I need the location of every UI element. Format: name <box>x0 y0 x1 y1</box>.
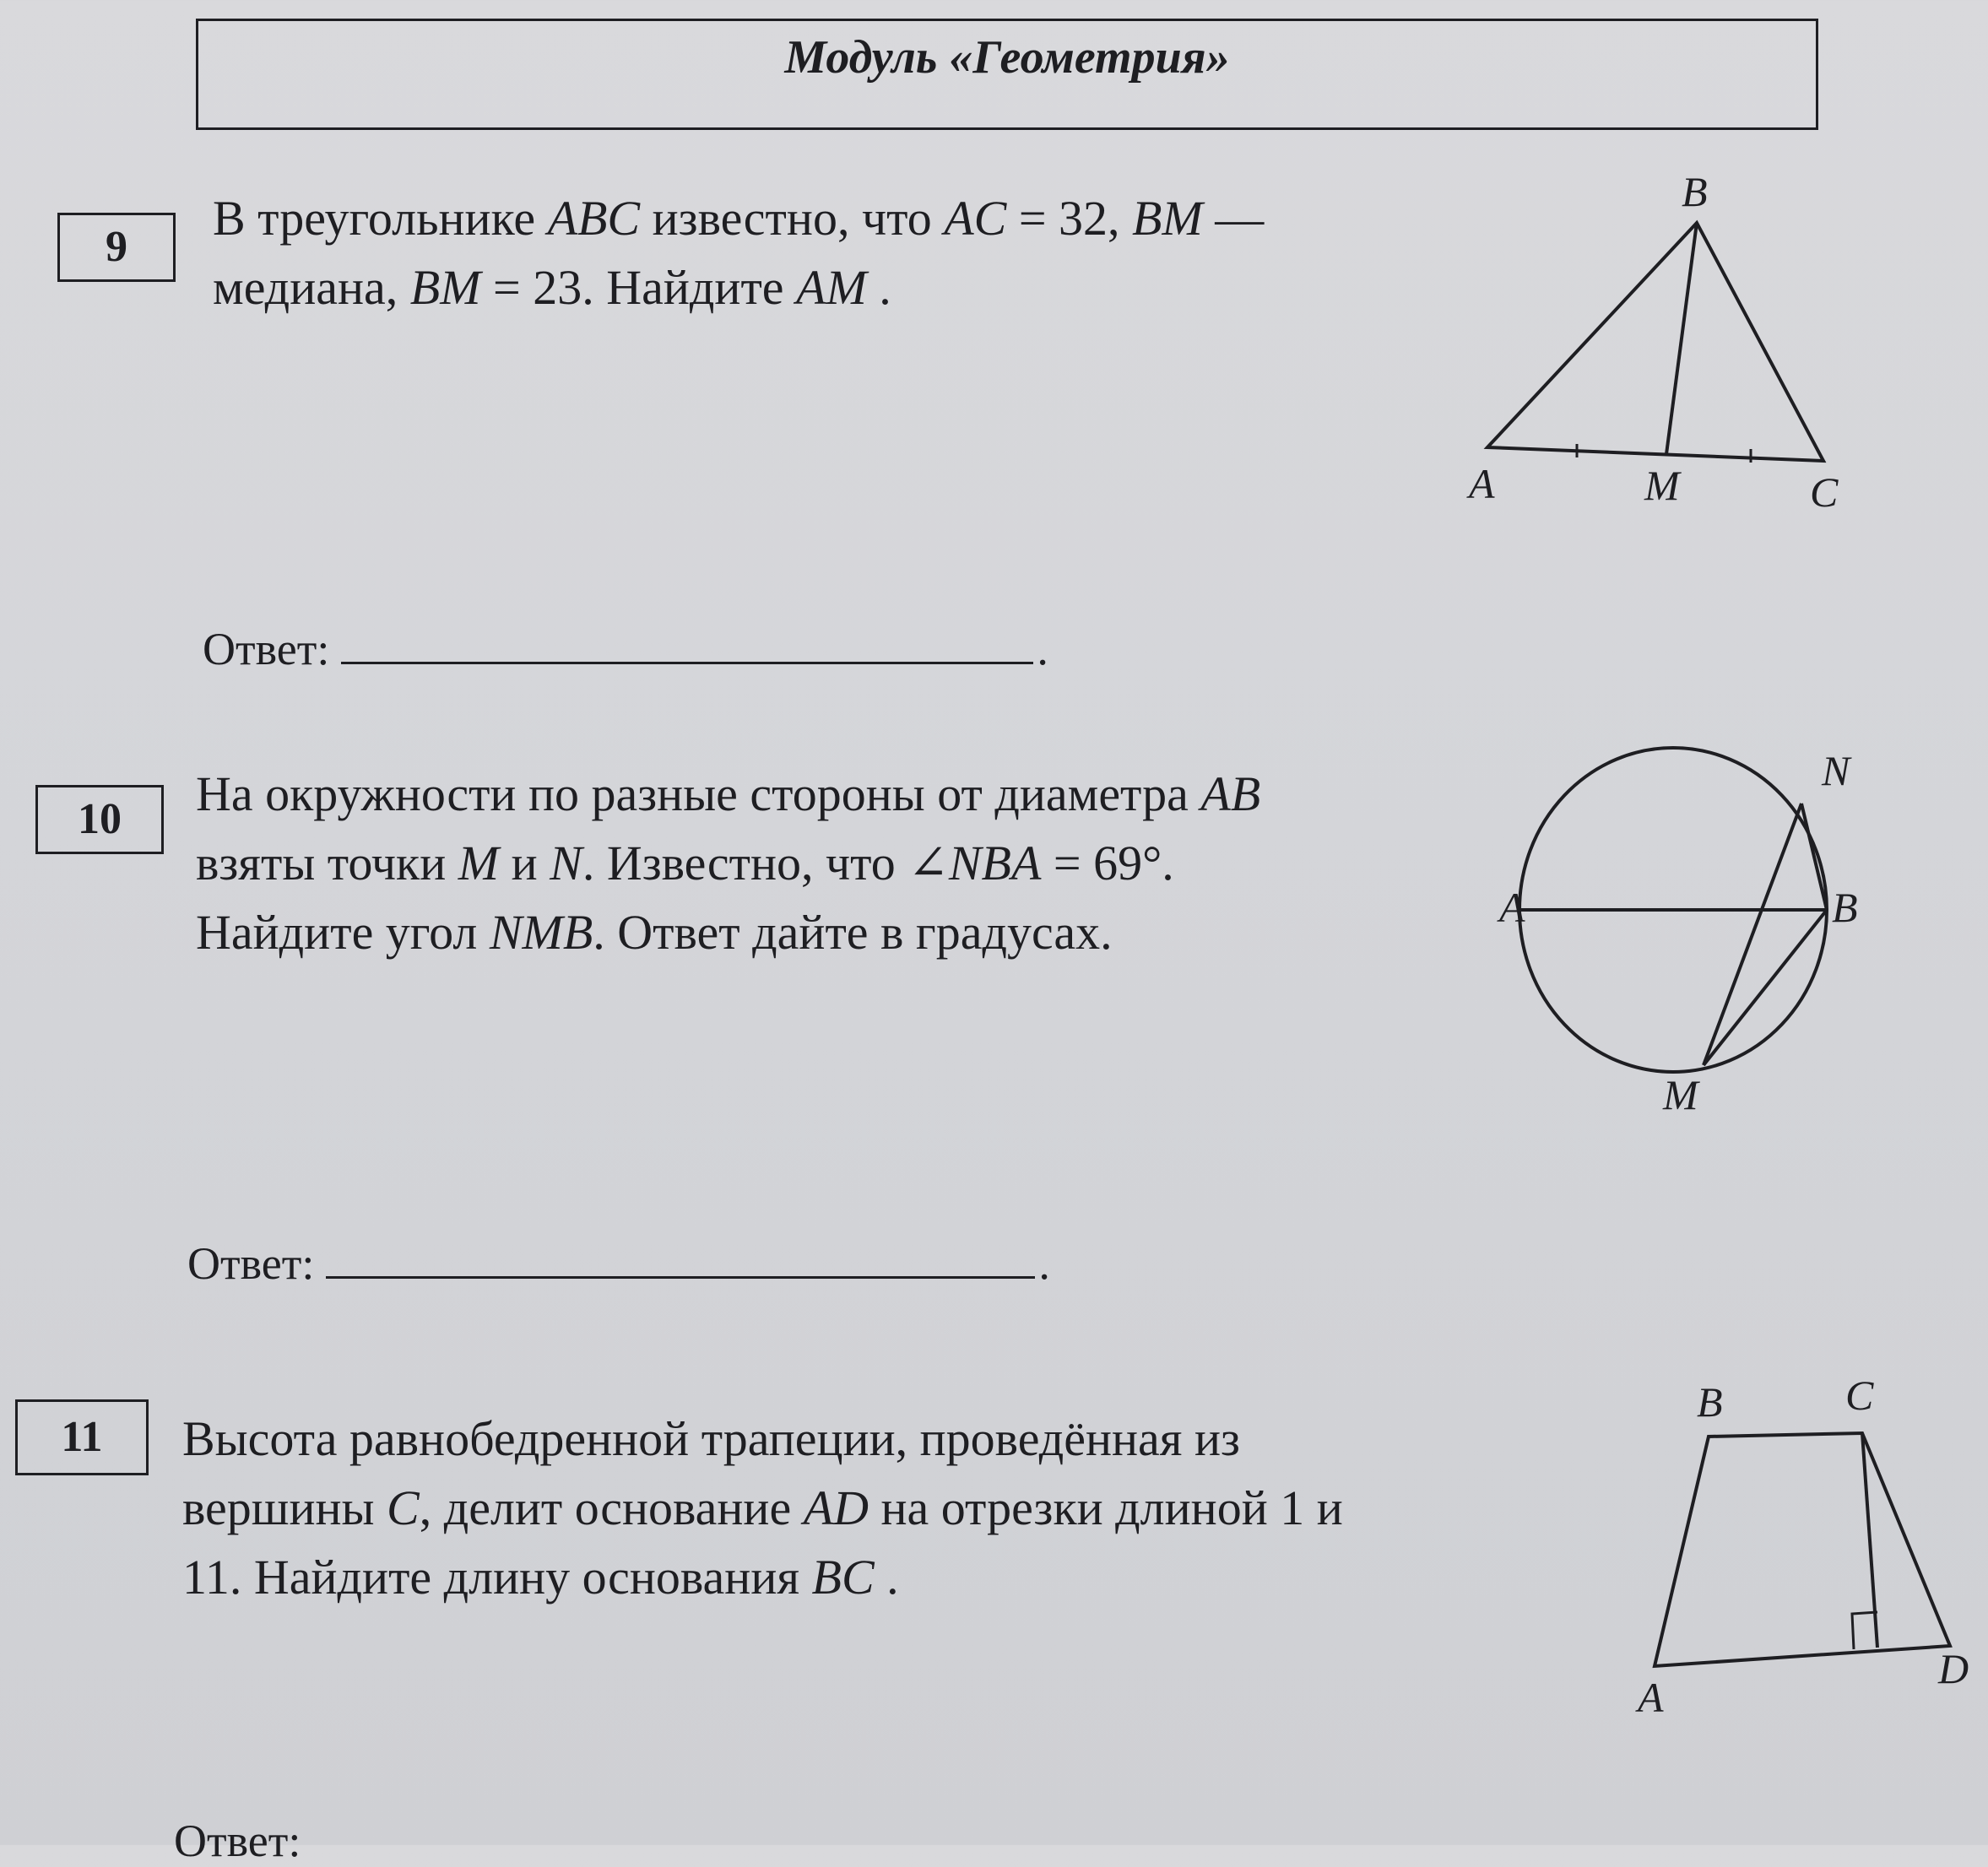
task-number-11: 11 <box>15 1399 149 1475</box>
answer-label: Ответ: <box>203 624 330 674</box>
label-n: N <box>1822 747 1850 794</box>
triangle-abc <box>1487 223 1823 461</box>
answer-row-10: Ответ: . <box>187 1238 1050 1289</box>
label-c: C <box>1810 468 1839 516</box>
answer-label: Ответ: <box>187 1238 315 1289</box>
task-9-text: В треугольнике ABC известно, что AC = 32, BM — медиана, BM = 23. Найдите AM . <box>213 191 1265 315</box>
label-b: B <box>1697 1378 1723 1426</box>
module-header <box>196 19 1818 130</box>
chord-nm <box>1704 804 1801 1065</box>
module-title: Модуль «Геометрия» <box>784 31 1230 84</box>
label-d: D <box>1938 1645 1969 1692</box>
circle-figure <box>1499 734 1874 1123</box>
label-b: B <box>1682 168 1708 215</box>
label-m: M <box>1663 1071 1698 1118</box>
label-a: A <box>1469 460 1495 507</box>
label-c: C <box>1845 1372 1874 1419</box>
answer-field-10[interactable] <box>326 1242 1035 1279</box>
answer-row-9: Ответ: . <box>203 624 1048 674</box>
label-a: A <box>1499 884 1525 931</box>
triangle-figure <box>1452 169 1840 523</box>
label-b: B <box>1832 884 1858 931</box>
task-number-9: 9 <box>57 213 176 282</box>
task-number-10: 10 <box>35 785 164 854</box>
answer-field-9[interactable] <box>341 628 1033 664</box>
task-10-text: На окружности по разные стороны от диаметра AB взяты точки M и N. Известно, что ∠NBA = 69°. Найдите угол NMB. Ответ дайте в градусах. <box>196 766 1261 960</box>
answer-row-11 <box>174 1815 301 1867</box>
trapezoid-figure <box>1638 1367 1988 1722</box>
label-a: A <box>1638 1674 1664 1721</box>
median-bm <box>1666 223 1697 454</box>
chord-nb <box>1801 804 1827 910</box>
label-m: M <box>1644 462 1680 509</box>
task-11-text: Высота равнобедренной трапеции, проведённая из вершины C, делит основание AD на отрезки длиной 1 и 11. Найдите длину основания BC . <box>182 1411 1343 1605</box>
trapezoid-abcd <box>1655 1433 1950 1666</box>
answer-label: Ответ: <box>174 1816 301 1866</box>
